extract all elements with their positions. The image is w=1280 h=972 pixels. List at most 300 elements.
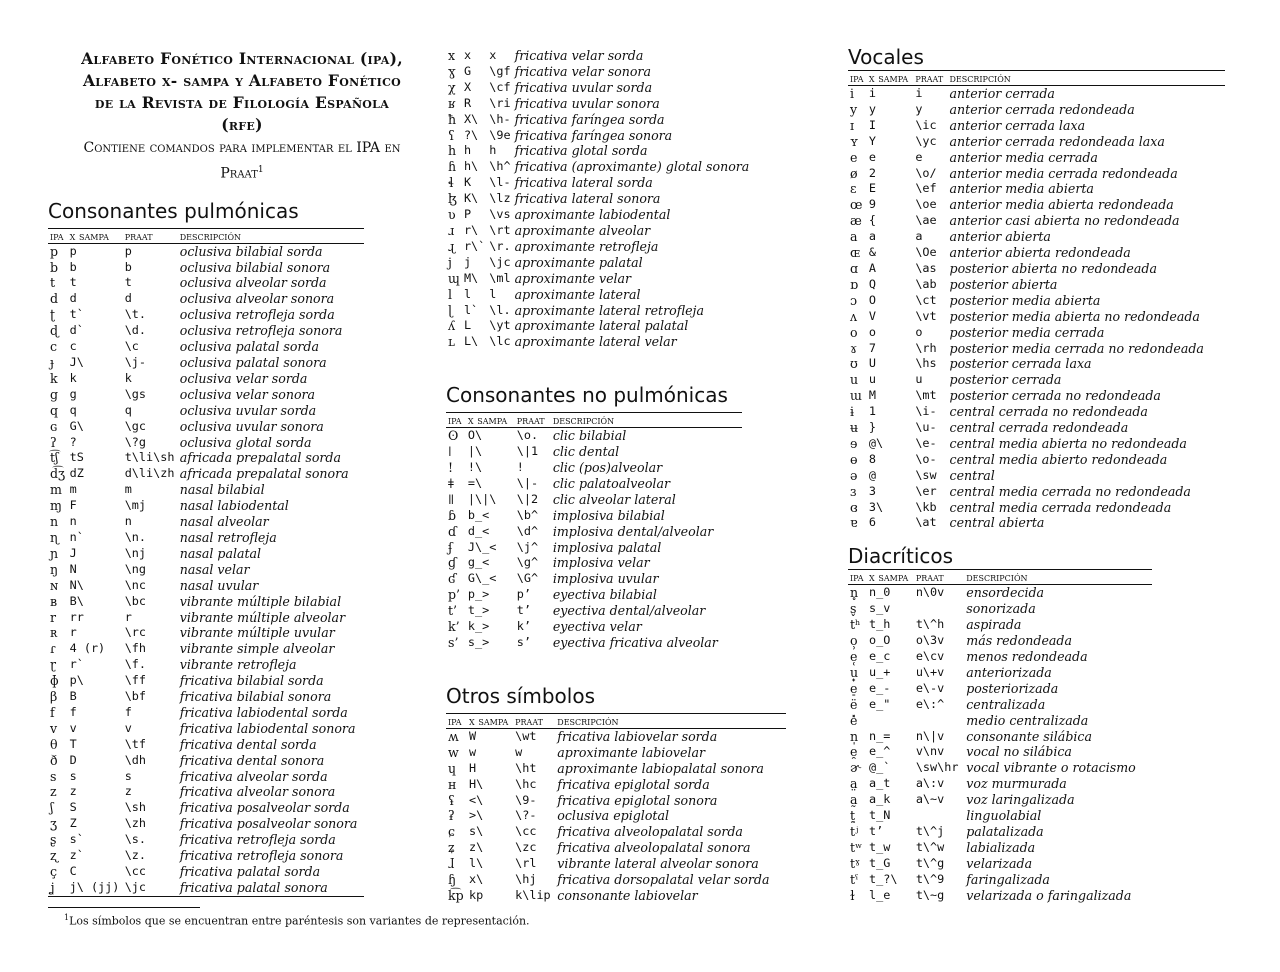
praat-code: a\:v [915, 776, 945, 791]
description: aproximante velar [514, 270, 632, 286]
ipa-symbol: ɮ [448, 191, 457, 207]
table-row [48, 610, 364, 626]
table-row [446, 460, 742, 476]
xsampa-code: |\ [467, 444, 483, 459]
table-row [446, 619, 742, 635]
table-row [446, 555, 742, 571]
ipa-symbol: e̽ [850, 712, 858, 728]
praat-code: e\cv [915, 649, 945, 663]
praat-code: z [124, 784, 132, 799]
ipa-symbol: ʉ [850, 420, 859, 436]
ipa-symbol: tʲ [850, 823, 859, 839]
xsampa-code: z` [69, 848, 84, 863]
description: aproximante retrofleja [514, 238, 659, 254]
column-header-xsampa-code: x sampa [867, 570, 914, 585]
table-row [446, 808, 786, 824]
ipa-symbol: a [850, 229, 858, 245]
description: fricativa lateral sonora [514, 191, 661, 207]
ipa-symbol: l [448, 286, 453, 302]
praat-code: \j- [124, 355, 147, 369]
xsampa-code: I [868, 117, 876, 132]
table-row [446, 428, 742, 444]
praat-code: \cf [489, 79, 511, 94]
praat-code: \tf [124, 736, 147, 751]
praat-code: \sw\hr [915, 760, 959, 775]
section-heading-diacriticos: Diacríticos [848, 544, 954, 569]
ipa-symbol: e̜ [850, 649, 858, 664]
table-row [48, 275, 364, 291]
praat-code: t\^h [915, 617, 945, 632]
ipa-symbol: ɽ [50, 657, 57, 673]
table-row [446, 112, 751, 128]
praat-code: \|1 [516, 444, 539, 459]
table-row [48, 848, 364, 864]
ipa-symbol: ʘ [448, 428, 459, 444]
xsampa-code: O\ [467, 428, 483, 443]
ipa-symbol: i [850, 86, 855, 101]
ipa-symbol: u [850, 372, 859, 388]
ipa-symbol: z [50, 784, 57, 800]
praat-code: \t. [124, 307, 147, 322]
column-left [48, 48, 436, 897]
praat-code: \yt [489, 318, 511, 333]
ipa-symbol: k͡p [448, 887, 464, 903]
praat-code: e\-v [915, 680, 945, 695]
table-otros [446, 713, 786, 904]
praat-code: \nj [124, 545, 147, 560]
table-row [848, 277, 1225, 293]
ipa-symbol: g [50, 386, 59, 402]
table-row [48, 546, 364, 562]
xsampa-code: j [463, 254, 472, 269]
description: oclusiva retrofleja sonora [179, 323, 343, 339]
table-row [48, 784, 364, 800]
column-header-praat-code: praat [913, 71, 947, 86]
xsampa-code: e_- [869, 680, 891, 695]
description: fricativa velar sorda [514, 48, 644, 63]
praat-code: \9e [489, 127, 511, 142]
table-row [48, 737, 364, 753]
column-middle [446, 48, 806, 904]
ipa-symbol: ɛ [850, 181, 857, 197]
praat-code: \i- [915, 404, 937, 419]
xsampa-code: j\ (jj) [69, 879, 120, 894]
table-row [848, 181, 1225, 197]
xsampa-code: B\ [69, 593, 84, 608]
xsampa-code: x [463, 48, 472, 62]
description: velarizada o faringalizada [966, 887, 1132, 903]
xsampa-code: t_?\ [869, 871, 898, 886]
ipa-symbol: v [50, 720, 58, 736]
praat-code: \?- [515, 808, 537, 823]
table-row [48, 243, 364, 259]
xsampa-code: @\ [868, 435, 884, 450]
xsampa-code: 4 (r) [69, 641, 106, 656]
xsampa-code [867, 713, 914, 729]
xsampa-code: r\ [463, 222, 479, 237]
column-header-description: descripción [555, 713, 786, 728]
table-row [446, 872, 786, 888]
table-row [446, 840, 786, 856]
ipa-symbol: ʙ [50, 593, 58, 609]
ipa-symbol: ǁ [448, 491, 455, 507]
table-row [446, 287, 751, 303]
description: nasal labiodental [179, 498, 289, 514]
ipa-symbol: y [850, 101, 858, 117]
description: fricativa posalveolar sorda [179, 800, 350, 816]
table-row [48, 323, 364, 339]
table-row [48, 419, 364, 435]
title-line-4: (rfe) [221, 115, 263, 134]
ipa-symbol: ɴ [50, 577, 59, 593]
description: posterior abierta no redondeada [949, 260, 1157, 276]
table-row [48, 721, 364, 737]
xsampa-code: r\` [463, 238, 486, 253]
table-row [848, 776, 1152, 792]
praat-code: \e- [915, 435, 937, 450]
ipa-symbol: ʔ [50, 434, 57, 450]
ipa-symbol: t͡ʃ [50, 450, 59, 466]
subtitle-line-2 [48, 160, 436, 184]
table-row [446, 223, 751, 239]
praat-code: \lz [489, 191, 511, 206]
table-row [848, 213, 1225, 229]
xsampa-code: M [868, 388, 876, 403]
ipa-symbol: ɗ [448, 523, 457, 539]
ipa-symbol: k [50, 370, 58, 386]
praat-code: m [124, 482, 132, 497]
praat-code: \f. [124, 657, 147, 672]
xsampa-code: e_c [869, 649, 891, 663]
praat-code: \?g [124, 434, 147, 449]
xsampa-code: X\ [463, 111, 479, 126]
description: faringalizada [966, 871, 1050, 887]
ipa-symbol: s̬ [850, 601, 857, 617]
table-header-row [848, 570, 1152, 585]
column-header-description: descripción [964, 570, 1152, 585]
table-row [848, 792, 1152, 808]
ipa-symbol: ɚ [850, 760, 861, 776]
table-row [446, 728, 786, 744]
ipa-symbol: ʍ [448, 728, 459, 744]
praat-code: \vt [915, 308, 937, 323]
table-row [848, 824, 1152, 840]
column-header-description: descripción [948, 71, 1225, 86]
table-row [848, 372, 1225, 388]
table-row [446, 571, 742, 587]
xsampa-code: h\ [463, 159, 479, 174]
description: fricativa palatal sorda [179, 864, 321, 879]
xsampa-code: Q [868, 276, 876, 291]
description: anterior media abierta redondeada [949, 197, 1174, 213]
table-row [848, 808, 1152, 824]
description: fricativa labiodental sorda [179, 704, 348, 720]
ipa-symbol: ʕ [448, 127, 455, 143]
praat-code: \mj [124, 498, 147, 513]
description: central abierta [949, 515, 1045, 531]
praat-code: v\nv [915, 744, 945, 759]
table-row [848, 840, 1152, 856]
xsampa-code: X [463, 79, 472, 94]
xsampa-code: e_" [869, 696, 891, 711]
description: aproximante labiodental [514, 207, 671, 223]
table-row [446, 143, 751, 159]
table-row [446, 303, 751, 319]
column-header-ipa-symbol: ipa [48, 228, 68, 243]
praat-code: \lc [489, 334, 511, 349]
description: central media cerrada redondeada [949, 499, 1172, 515]
praat-code: \z. [124, 848, 147, 863]
ipa-symbol: ɱ [50, 498, 62, 514]
praat-code: \er [915, 483, 937, 498]
description: oclusiva velar sonora [179, 386, 316, 402]
xsampa-code: u [868, 372, 876, 387]
praat-code: \cc [124, 864, 147, 878]
ipa-symbol: q [50, 402, 59, 418]
xsampa-code: tS [69, 450, 84, 465]
praat-code: \rt [489, 222, 511, 237]
table-row [48, 387, 364, 403]
praat-code: u\+v [915, 664, 945, 679]
praat-code: l [489, 286, 497, 301]
description: fricativa velar sonora [514, 63, 651, 79]
ipa-symbol: ɖ [50, 323, 59, 339]
ipa-symbol: ç [50, 864, 58, 879]
description: anterior cerrada laxa [949, 117, 1086, 133]
table-row [848, 420, 1225, 436]
ipa-symbol: ɬ [448, 175, 454, 191]
praat-code: \gs [124, 386, 147, 401]
praat-code: \|- [516, 475, 539, 490]
praat-code: k’ [516, 619, 531, 634]
description: oclusiva epiglotal [557, 808, 669, 824]
description: labializada [966, 839, 1036, 855]
ipa-symbol: ʎ [448, 318, 456, 334]
table-row [446, 492, 742, 508]
xsampa-code: e [868, 149, 876, 164]
xsampa-code: k [69, 370, 77, 385]
praat-code: \hj [515, 872, 537, 887]
praat-code: \vs [489, 207, 511, 222]
praat-code [914, 713, 964, 729]
table-row [446, 64, 751, 80]
table-row [48, 673, 364, 689]
praat-code: \G^ [516, 571, 539, 586]
xsampa-code: Z [69, 816, 77, 831]
column-header-ipa-symbol: ipa [446, 413, 466, 428]
ipa-symbol: ʢ [448, 792, 455, 808]
xsampa-code: 6 [868, 515, 876, 530]
ipa-symbol: w [448, 744, 459, 760]
table-row [48, 657, 364, 673]
praat-code: \zh [124, 816, 147, 831]
praat-code: y [915, 101, 923, 116]
table-row [848, 166, 1225, 182]
table-row [48, 625, 364, 641]
table-row [446, 540, 742, 556]
xsampa-code: =\ [467, 475, 483, 490]
description: posterior cerrada laxa [949, 356, 1092, 372]
column-header-description: descripción [551, 413, 742, 428]
praat-code: \hs [915, 356, 937, 371]
description: aproximante lateral [514, 286, 641, 302]
description: posterior abierta [949, 276, 1058, 292]
ipa-symbol: ʡ [448, 808, 455, 824]
table-row [446, 635, 742, 651]
description: posterior media abierta [949, 292, 1101, 308]
document-title [48, 48, 436, 184]
xsampa-code: 3\ [868, 499, 884, 514]
praat-code: r [124, 609, 132, 624]
table-row [48, 307, 364, 323]
praat-code: w [515, 744, 523, 759]
table-row [48, 641, 364, 657]
ipa-symbol: ɸ [50, 673, 59, 689]
table-row [848, 649, 1152, 665]
praat-code: ! [516, 460, 524, 475]
title-line-1: Alfabeto Fonético Internacional (ipa), [81, 49, 403, 68]
description: fricativa dental sonora [179, 752, 325, 768]
praat-code: \cc [515, 824, 537, 839]
xsampa-code: e_^ [869, 744, 891, 759]
description: implosiva dental/alveolar [552, 523, 714, 539]
praat-code: t\^j [915, 823, 945, 838]
xsampa-code: !\ [467, 460, 483, 475]
ipa-symbol: ɐ [850, 515, 858, 531]
xsampa-code: rr [69, 609, 84, 624]
description: aproximante lateral palatal [514, 318, 689, 334]
praat-code: s [124, 768, 132, 783]
description: central [949, 467, 995, 483]
ipa-symbol: ʟ [448, 334, 455, 350]
description: oclusiva palatal sonora [179, 355, 327, 370]
table-row [848, 468, 1225, 484]
ipa-symbol: ʀ [50, 625, 58, 641]
table-row [848, 404, 1225, 420]
description: eyectiva velar [552, 619, 642, 635]
table-row [446, 159, 751, 175]
ipa-symbol: ɯ [850, 388, 862, 404]
description: fricativa palatal sonora [179, 879, 328, 895]
praat-code: p [124, 243, 132, 258]
xsampa-code: l\ [469, 856, 484, 871]
description: aproximante palatal [514, 254, 643, 270]
table-row [848, 515, 1225, 531]
table-header-row [48, 228, 364, 243]
ipa-symbol: e̯ [850, 744, 858, 760]
table-row [848, 229, 1225, 245]
table-row [446, 856, 786, 872]
praat-code: \ae [915, 213, 937, 228]
ipa-symbol: p [50, 243, 59, 259]
xsampa-code: b_< [467, 507, 490, 522]
description: posteriorizada [966, 680, 1059, 696]
table-vocales [848, 70, 1225, 531]
description: fricativa glotal sorda [514, 143, 648, 159]
ipa-symbol: e [850, 149, 858, 165]
table-row [848, 872, 1152, 888]
description: aproximante alveolar [514, 222, 651, 238]
table-no-pulmonicas [446, 412, 742, 651]
description: posterior cerrada no redondeada [949, 388, 1161, 404]
ipa-symbol: θ [50, 736, 58, 752]
ipa-symbol: a̰ [850, 792, 858, 808]
table-row [848, 325, 1225, 341]
description: voz murmurada [966, 776, 1067, 792]
praat-code: x [489, 48, 497, 62]
table-row [48, 880, 364, 896]
praat-code: o [915, 324, 923, 339]
description: fricativa epiglotal sorda [557, 776, 710, 792]
ipa-symbol: ɳ [50, 529, 59, 545]
description: posterior cerrada [949, 372, 1062, 388]
praat-code: a\~v [915, 792, 945, 807]
table-row [48, 530, 364, 546]
column-header-xsampa-code: x sampa [467, 713, 513, 728]
xsampa-code: C [69, 864, 77, 878]
table-row [446, 508, 742, 524]
praat-code: \o. [516, 428, 539, 443]
xsampa-code: Y [868, 133, 876, 148]
praat-code: i [915, 86, 923, 100]
table-row [848, 341, 1225, 357]
table-row [446, 191, 751, 207]
xsampa-code: x\ [469, 872, 484, 887]
table-row [446, 761, 786, 777]
ipa-symbol: ɨ [850, 404, 855, 420]
praat-code: d\li\zh [124, 466, 175, 481]
description: central media abierta no redondeada [949, 435, 1187, 451]
xsampa-code: K\ [463, 191, 479, 206]
ipa-symbol: j [448, 254, 452, 270]
table-row [446, 888, 786, 904]
description: anterior abierta [949, 229, 1051, 245]
xsampa-code: s` [69, 832, 84, 847]
xsampa-code: 3 [868, 483, 876, 498]
table-row [848, 665, 1152, 681]
ipa-symbol: ɺ [448, 856, 455, 872]
xsampa-code: O [868, 292, 876, 307]
xsampa-code: <\ [469, 792, 484, 807]
table-row [446, 128, 751, 144]
table-row [848, 150, 1225, 166]
ipa-symbol: ʛ [448, 571, 457, 587]
praat-code: e\:^ [915, 696, 945, 711]
table-row [848, 500, 1225, 516]
xsampa-code: G\_< [467, 571, 497, 586]
table-row [48, 482, 364, 498]
praat-code: \ml [489, 270, 511, 285]
praat-code: \at [915, 515, 937, 530]
ipa-symbol: ʂ [50, 832, 57, 848]
praat-code: \ng [124, 561, 147, 576]
ipa-symbol: œ [850, 197, 863, 213]
ipa-symbol: ʌ [850, 308, 858, 324]
section-heading-otros: Otros símbolos [446, 683, 595, 708]
table-row [446, 207, 751, 223]
xsampa-code: ? [69, 434, 77, 449]
table-row [848, 102, 1225, 118]
table-row [848, 245, 1225, 261]
table-row [48, 800, 364, 816]
description: fricativa bilabial sonora [179, 689, 332, 705]
description: eyectiva fricativa alveolar [552, 635, 718, 650]
xsampa-code: H [469, 760, 477, 775]
xsampa-code: N\ [69, 577, 84, 592]
xsampa-code: 9 [868, 197, 876, 212]
praat-code: \u- [915, 420, 937, 435]
praat-code: \hc [515, 776, 537, 791]
